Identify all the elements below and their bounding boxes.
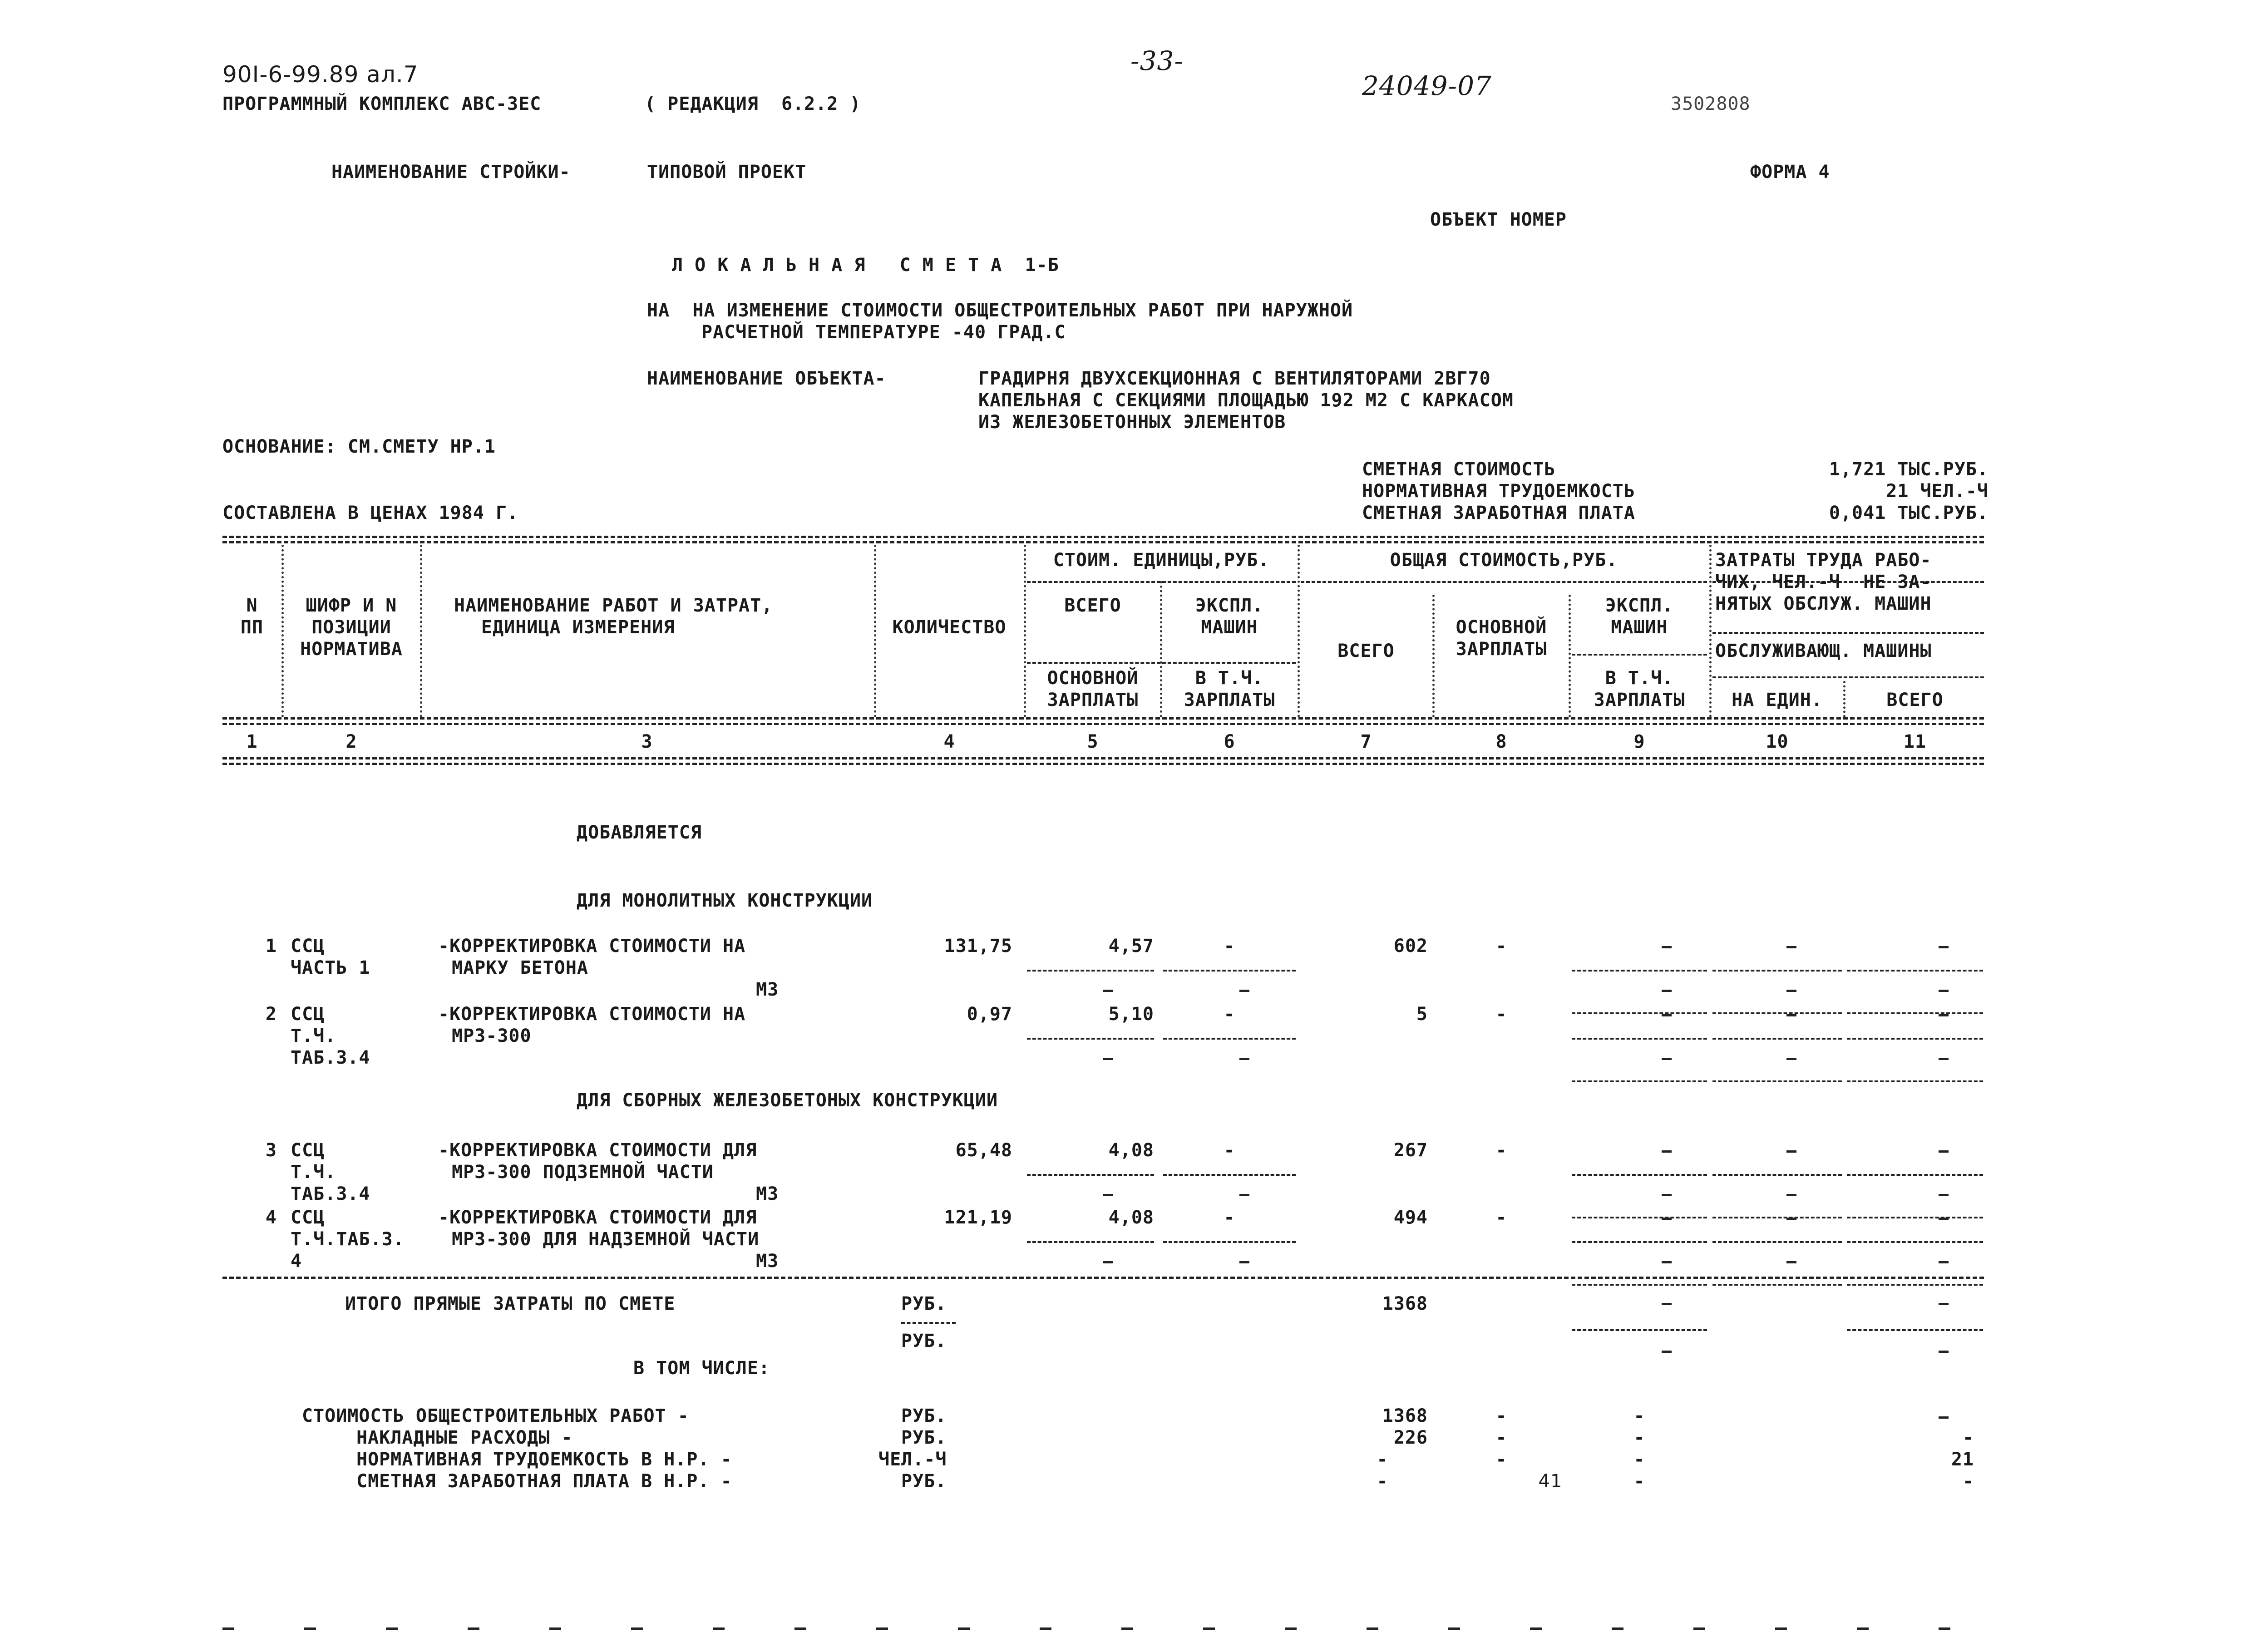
- col3-header-2: ЕДИНИЦА ИЗМЕРЕНИЯ: [481, 617, 675, 638]
- underline-mark: [1572, 1012, 1707, 1014]
- underline-mark: [1572, 1174, 1707, 1176]
- totals-line-mach: -: [1633, 1427, 1645, 1448]
- bottom-dash-mark: [1203, 1627, 1215, 1630]
- handwritten-code: 24049-07: [1362, 70, 1492, 101]
- totals-line-total: -: [1377, 1449, 1388, 1470]
- underline-mark: [1027, 1241, 1154, 1243]
- underline-mark: [1847, 1012, 1983, 1014]
- col-sep-4: [1024, 545, 1026, 717]
- col-number: 3: [641, 731, 653, 752]
- row-name: -КОРРЕКТИРОВКА СТОИМОСТИ НА: [438, 936, 746, 957]
- bottom-dash-mark: [1857, 1627, 1869, 1630]
- section-added: ДОБАВЛЯЕТСЯ: [577, 822, 702, 843]
- col2-header-2: ПОЗИЦИИ: [311, 617, 391, 638]
- col-sep-7: [1432, 595, 1435, 717]
- underline-mark: [1163, 970, 1296, 971]
- row-total-wage: -: [1495, 1207, 1507, 1228]
- col-number: 9: [1633, 731, 1645, 752]
- unit-wage-header-2: ЗАРПЛАТЫ: [1047, 690, 1139, 710]
- row-code: ТАБ.3.4: [291, 1047, 370, 1068]
- dash-mark: [1786, 1058, 1796, 1060]
- totals-line-mach: -: [1633, 1405, 1645, 1426]
- unit-sub-rule: [1027, 662, 1296, 664]
- totals-line-label: НАКЛАДНЫЕ РАСХОДЫ -: [356, 1427, 573, 1448]
- row-name: МРЗ-300 ПОДЗЕМНОЙ ЧАСТИ: [452, 1162, 714, 1183]
- dash-mark: [1786, 946, 1796, 948]
- underline-mark: [1163, 1174, 1296, 1176]
- underline-mark: [1027, 1038, 1154, 1040]
- section-monolithic: ДЛЯ МОНОЛИТНЫХ КОНСТРУКЦИИ: [577, 890, 873, 911]
- row-name: -КОРРЕКТИРОВКА СТОИМОСТИ ДЛЯ: [438, 1207, 757, 1228]
- col1-header-1: N: [246, 595, 258, 616]
- summary-value-labor: 21 ЧЕЛ.-Ч: [1886, 481, 1989, 502]
- bottom-dash-mark: [713, 1627, 725, 1630]
- row-qty: 0,97: [967, 1004, 1012, 1025]
- row-unit-mach: -: [1224, 936, 1235, 957]
- row-total-wage: -: [1495, 1140, 1507, 1161]
- dash-mark: [1786, 1150, 1796, 1153]
- row-code: Т.Ч.: [291, 1026, 336, 1046]
- row-code: ТАБ.3.4: [291, 1184, 370, 1204]
- totals-line-labor: 21: [1951, 1449, 1974, 1470]
- row-code: Т.Ч.ТАБ.3.: [291, 1229, 405, 1250]
- underline-mark: [1572, 970, 1707, 971]
- row-name: МРЗ-300 ДЛЯ НАДЗЕМНОЙ ЧАСТИ: [452, 1229, 760, 1250]
- bottom-dash-mark: [468, 1627, 479, 1630]
- totals-line-mach: -: [1633, 1449, 1645, 1470]
- construction-value: ТИПОВОЙ ПРОЕКТ: [647, 162, 807, 182]
- table-top-rule-2: [222, 541, 1984, 543]
- table-top-rule: [222, 536, 1984, 538]
- row-unit-total: 4,57: [1108, 936, 1154, 957]
- row-code: 4: [291, 1251, 302, 1272]
- page-number: -33-: [1130, 45, 1184, 76]
- col-sep-1: [281, 545, 284, 717]
- underline-mark: [1572, 1241, 1707, 1243]
- total-cost-rule: [1301, 581, 1707, 583]
- underline-mark: [1712, 1174, 1842, 1176]
- dash-mark: [1239, 1058, 1249, 1060]
- totals-line-labor: -: [1962, 1427, 1974, 1448]
- total-mach-header-1: ЭКСПЛ.: [1605, 595, 1674, 616]
- underline-mark: [1847, 1284, 1983, 1286]
- labor-unit-header: НА ЕДИН.: [1732, 690, 1823, 710]
- section-precast: ДЛЯ СБОРНЫХ ЖЕЛЕЗОБЕТОНЫХ КОНСТРУКЦИИ: [577, 1090, 998, 1111]
- bottom-dash-mark: [386, 1627, 398, 1630]
- labor-header-2: ЧИХ, ЧЕЛ.-Ч НЕ ЗА-: [1715, 572, 1932, 592]
- object-line3: ИЗ ЖЕЛЕЗОБЕТОННЫХ ЭЛЕМЕНТОВ: [978, 412, 1286, 433]
- stamp-number: 3502808: [1671, 94, 1751, 114]
- col-sep-6: [1298, 545, 1300, 717]
- summary-value-wage: 0,041 ТЫС.РУБ.: [1829, 503, 1989, 523]
- total-incl-header-2: ЗАРПЛАТЫ: [1594, 690, 1685, 710]
- row-number: 1: [265, 936, 277, 957]
- row-number: 3: [265, 1140, 277, 1161]
- bottom-dash-mark: [1040, 1627, 1051, 1630]
- row-qty: 65,48: [955, 1140, 1012, 1161]
- total-wage-header-1: ОСНОВНОЙ: [1456, 617, 1547, 638]
- totals-line-wage: -: [1495, 1427, 1507, 1448]
- unit-wage-header-1: ОСНОВНОЙ: [1047, 668, 1139, 689]
- total-mach-header-2: МАШИН: [1611, 617, 1668, 638]
- object-line1: ГРАДИРНЯ ДВУХСЕКЦИОННАЯ С ВЕНТИЛЯТОРАМИ 2ВГ70: [978, 368, 1491, 389]
- totals-line-unit: РУБ.: [901, 1405, 947, 1426]
- numbers-bottom-rule-2: [222, 763, 1984, 765]
- direct-costs-unit: РУБ.: [901, 1293, 947, 1314]
- dash-mark: [1662, 1351, 1672, 1353]
- row-total-wage: -: [1495, 1004, 1507, 1025]
- estimate-purpose-line1: НА НА ИЗМЕНЕНИЕ СТОИМОСТИ ОБЩЕСТРОИТЕЛЬНЫХ РАБОТ ПРИ НАРУЖНОЙ: [647, 300, 1353, 321]
- bottom-dash-mark: [1285, 1627, 1297, 1630]
- underline-mark: [1847, 1241, 1983, 1243]
- row-unit: М3: [756, 1184, 779, 1204]
- col-number: 7: [1360, 731, 1372, 752]
- underline-mark: [1847, 1329, 1983, 1331]
- basis: ОСНОВАНИЕ: СМ.СМЕТУ НР.1: [222, 436, 496, 457]
- row-unit: М3: [756, 979, 779, 1000]
- dash-mark: [1662, 1058, 1672, 1060]
- underline-mark: [1847, 970, 1983, 971]
- col-number: 1: [246, 731, 258, 752]
- object-number: ОБЪЕКТ НОМЕР: [1430, 209, 1567, 230]
- totals-line-label: СТОИМОСТЬ ОБЩЕСТРОИТЕЛЬНЫХ РАБОТ -: [302, 1405, 689, 1426]
- labor-total-header: ВСЕГО: [1886, 690, 1944, 710]
- estimate-purpose-line2: РАСЧЕТНОЙ ТЕМПЕРАТУРЕ -40 ГРАД.С: [701, 322, 1066, 343]
- dash-mark: [1103, 1058, 1113, 1060]
- col-number: 2: [345, 731, 357, 752]
- dash-mark: [1103, 1194, 1113, 1196]
- totals-line-labor: -: [1962, 1471, 1974, 1492]
- row-name: -КОРРЕКТИРОВКА СТОИМОСТИ ДЛЯ: [438, 1140, 757, 1161]
- underline-mark: [1712, 1012, 1842, 1014]
- total-cost-header: ОБЩАЯ СТОИМОСТЬ,РУБ.: [1390, 550, 1618, 571]
- dash-mark: [1939, 1351, 1949, 1353]
- dash-mark: [1662, 946, 1672, 948]
- row-unit-total: 4,08: [1108, 1140, 1154, 1161]
- col-number: 10: [1766, 731, 1789, 752]
- program-name: ПРОГРАММНЫЙ КОМПЛЕКС АВС-ЗЕС: [222, 94, 542, 114]
- col-number: 8: [1495, 731, 1507, 752]
- bottom-dash-mark: [631, 1627, 643, 1630]
- bottom-dash-mark: [549, 1627, 561, 1630]
- direct-costs-unit-underline: [901, 1322, 956, 1324]
- col-sep-8: [1569, 595, 1571, 717]
- dash-mark: [1662, 990, 1672, 992]
- summary-label-cost: СМЕТНАЯ СТОИМОСТЬ: [1362, 459, 1556, 480]
- totals-line-label: СМЕТНАЯ ЗАРАБОТНАЯ ПЛАТА В Н.Р. -: [356, 1471, 732, 1492]
- col-sep-9: [1709, 545, 1712, 717]
- summary-value-cost: 1,721 ТЫС.РУБ.: [1829, 459, 1989, 480]
- totals-line-total: 226: [1393, 1427, 1428, 1448]
- row-total: 267: [1393, 1140, 1428, 1161]
- col-number: 5: [1087, 731, 1099, 752]
- dash-mark: [1939, 1194, 1949, 1196]
- labor-header-3: НЯТЫХ ОБСЛУЖ. МАШИН: [1715, 593, 1932, 614]
- labor-sub-header: ОБСЛУЖИВАЮЩ. МАШИНЫ: [1715, 641, 1932, 661]
- construction-label: НАИМЕНОВАНИЕ СТРОЙКИ-: [331, 162, 571, 182]
- col4-header: КОЛИЧЕСТВО: [892, 617, 1007, 638]
- underline-mark: [1847, 1217, 1983, 1218]
- header-bottom-rule: [222, 717, 1984, 720]
- underline-mark: [1712, 1217, 1842, 1218]
- underline-mark: [1847, 1174, 1983, 1176]
- unit-cost-header: СТОИМ. ЕДИНИЦЫ,РУБ.: [1053, 550, 1270, 571]
- row-code: ЧАСТЬ 1: [291, 957, 370, 978]
- dash-mark: [1786, 1261, 1796, 1263]
- dash-mark: [1662, 1014, 1672, 1016]
- numbers-bottom-rule: [222, 757, 1984, 759]
- dash-mark: [1786, 990, 1796, 992]
- col-sep-2: [420, 545, 422, 717]
- bottom-dash-mark: [958, 1627, 970, 1630]
- labor-header-1: ЗАТРАТЫ ТРУДА РАБО-: [1715, 550, 1932, 571]
- col1-header-2: ПП: [240, 617, 264, 638]
- underline-mark: [1847, 1080, 1983, 1082]
- dash-mark: [1662, 1218, 1672, 1220]
- dash-mark: [1662, 1303, 1672, 1305]
- unit-incl-header-1: В Т.Ч.: [1195, 668, 1264, 689]
- totals-line-wage: -: [1495, 1405, 1507, 1426]
- totals-line-total: 1368: [1382, 1405, 1428, 1426]
- row-code: ССЦ: [291, 936, 325, 957]
- underline-mark: [1712, 1241, 1842, 1243]
- summary-label-labor: НОРМАТИВНАЯ ТРУДОЕМКОСТЬ: [1362, 481, 1635, 502]
- bottom-dash-mark: [1530, 1627, 1542, 1630]
- totals-line-unit: ЧЕЛ.-Ч: [878, 1449, 947, 1470]
- row-code: ССЦ: [291, 1004, 325, 1025]
- row-unit-total: 4,08: [1108, 1207, 1154, 1228]
- underline-mark: [1712, 1038, 1842, 1040]
- prices-year: СОСТАВЛЕНА В ЦЕНАХ 1984 Г.: [222, 503, 519, 523]
- underline-mark: [1712, 970, 1842, 971]
- dash-mark: [1103, 990, 1113, 992]
- col2-header-1: ШИФР И N: [306, 595, 397, 616]
- rows-bottom-rule: [222, 1277, 1984, 1279]
- dash-mark: [1939, 1150, 1949, 1153]
- row-name: МРЗ-300: [452, 1026, 532, 1046]
- totals-line-mach: -: [1633, 1471, 1645, 1492]
- row-name: -КОРРЕКТИРОВКА СТОИМОСТИ НА: [438, 1004, 746, 1025]
- bottom-dash-mark: [304, 1627, 316, 1630]
- bottom-dash-mark: [1612, 1627, 1623, 1630]
- row-unit-mach: -: [1224, 1207, 1235, 1228]
- totals-line-total: -: [1377, 1471, 1388, 1492]
- underline-mark: [1572, 1038, 1707, 1040]
- bottom-dash-mark: [1775, 1627, 1787, 1630]
- row-qty: 131,75: [944, 936, 1012, 957]
- row-code: ССЦ: [291, 1140, 325, 1161]
- unit-mach-header-1: ЭКСПЛ.: [1195, 595, 1264, 616]
- doc-code: 90I-6-99.89 ал.7: [222, 61, 419, 88]
- labor-sub-rule-1: [1712, 632, 1984, 634]
- unit-incl-header-2: ЗАРПЛАТЫ: [1184, 690, 1275, 710]
- edition: ( РЕДАКЦИЯ 6.2.2 ): [645, 94, 861, 114]
- row-unit-mach: -: [1224, 1004, 1235, 1025]
- underline-mark: [1572, 1080, 1707, 1082]
- totals-line-wage: -: [1495, 1449, 1507, 1470]
- direct-costs-value: 1368: [1382, 1293, 1428, 1314]
- row-unit: М3: [756, 1251, 779, 1272]
- including-label: В ТОМ ЧИСЛЕ:: [633, 1358, 770, 1379]
- dash-mark: [1239, 990, 1249, 992]
- col2-header-3: НОРМАТИВА: [300, 639, 403, 660]
- labor-sub-rule-2: [1712, 676, 1984, 678]
- dash-mark: [1939, 1416, 1949, 1419]
- dash-mark: [1786, 1218, 1796, 1220]
- totals-line-label: НОРМАТИВНАЯ ТРУДОЕМКОСТЬ В Н.Р. -: [356, 1449, 732, 1470]
- row-code: Т.Ч.: [291, 1162, 336, 1183]
- col-number: 4: [943, 731, 955, 752]
- row-code: ССЦ: [291, 1207, 325, 1228]
- col-number: 6: [1224, 731, 1235, 752]
- dash-mark: [1939, 946, 1949, 948]
- total-incl-header-1: В Т.Ч.: [1605, 668, 1674, 689]
- dash-mark: [1786, 1014, 1796, 1016]
- totals-line-unit: РУБ.: [901, 1427, 947, 1448]
- unit-mach-header-2: МАШИН: [1201, 617, 1258, 638]
- dash-mark: [1939, 1218, 1949, 1220]
- totals-line-unit: РУБ.: [901, 1471, 947, 1492]
- underline-mark: [1572, 1284, 1707, 1286]
- col3-header-1: НАИМЕНОВАНИЕ РАБОТ И ЗАТРАТ,: [454, 595, 773, 616]
- underline-mark: [1572, 1329, 1707, 1331]
- totals-line-wage: 41: [1538, 1471, 1563, 1492]
- estimate-title: Л О К А Л Ь Н А Я С М Е Т А 1-Б: [672, 255, 1059, 276]
- dash-mark: [1939, 990, 1949, 992]
- dash-mark: [1786, 1194, 1796, 1196]
- dash-mark: [1939, 1303, 1949, 1305]
- bottom-dash-mark: [1448, 1627, 1460, 1630]
- bottom-dash-mark: [1693, 1627, 1705, 1630]
- mach-sub-rule: [1572, 654, 1707, 656]
- bottom-dash-mark: [1939, 1627, 1950, 1630]
- row-name: МАРКУ БЕТОНА: [452, 957, 588, 978]
- bottom-dash-mark: [794, 1627, 806, 1630]
- underline-mark: [1847, 1038, 1983, 1040]
- object-line2: КАПЕЛЬНАЯ С СЕКЦИЯМИ ПЛОЩАДЬЮ 192 М2 С КАРКАСОМ: [978, 390, 1514, 411]
- col-sep-5: [1160, 581, 1162, 717]
- row-total: 5: [1416, 1004, 1428, 1025]
- bottom-dash-mark: [1121, 1627, 1133, 1630]
- underline-mark: [1027, 1174, 1154, 1176]
- object-label: НАИМЕНОВАНИЕ ОБЪЕКТА-: [647, 368, 886, 389]
- summary-label-wage: СМЕТНАЯ ЗАРАБОТНАЯ ПЛАТА: [1362, 503, 1635, 523]
- row-unit-total: 5,10: [1108, 1004, 1154, 1025]
- underline-mark: [1572, 1217, 1707, 1218]
- dash-mark: [1939, 1261, 1949, 1263]
- row-total-wage: -: [1495, 936, 1507, 957]
- dash-mark: [1239, 1261, 1249, 1263]
- col-sep-10: [1843, 681, 1845, 717]
- dash-mark: [1662, 1261, 1672, 1263]
- underline-mark: [1163, 1038, 1296, 1040]
- dash-mark: [1939, 1058, 1949, 1060]
- dash-mark: [1239, 1194, 1249, 1196]
- row-total: 494: [1393, 1207, 1428, 1228]
- dash-mark: [1103, 1261, 1113, 1263]
- bottom-dash-mark: [1367, 1627, 1378, 1630]
- row-qty: 121,19: [944, 1207, 1012, 1228]
- dash-mark: [1939, 1014, 1949, 1016]
- underline-mark: [1163, 1241, 1296, 1243]
- row-number: 2: [265, 1004, 277, 1025]
- unit-total-header: ВСЕГО: [1064, 595, 1121, 616]
- row-unit-mach: -: [1224, 1140, 1235, 1161]
- direct-costs-label: ИТОГО ПРЯМЫЕ ЗАТРАТЫ ПО СМЕТЕ: [345, 1293, 676, 1314]
- direct-costs-unit-2: РУБ.: [901, 1331, 947, 1351]
- dash-mark: [1662, 1194, 1672, 1196]
- header-bottom-rule-2: [222, 723, 1984, 725]
- row-number: 4: [265, 1207, 277, 1228]
- underline-mark: [1027, 970, 1154, 971]
- bottom-dash-mark: [876, 1627, 888, 1630]
- col-number: 11: [1903, 731, 1927, 752]
- total-wage-header-2: ЗАРПЛАТЫ: [1456, 639, 1547, 660]
- total-all-header: ВСЕГО: [1337, 641, 1395, 661]
- unit-cost-rule: [1027, 581, 1296, 583]
- bottom-dash-mark: [222, 1627, 234, 1630]
- underline-mark: [1712, 1080, 1842, 1082]
- row-total: 602: [1393, 936, 1428, 957]
- dash-mark: [1662, 1150, 1672, 1153]
- underline-mark: [1712, 1284, 1842, 1286]
- form-number: ФОРМА 4: [1750, 162, 1830, 182]
